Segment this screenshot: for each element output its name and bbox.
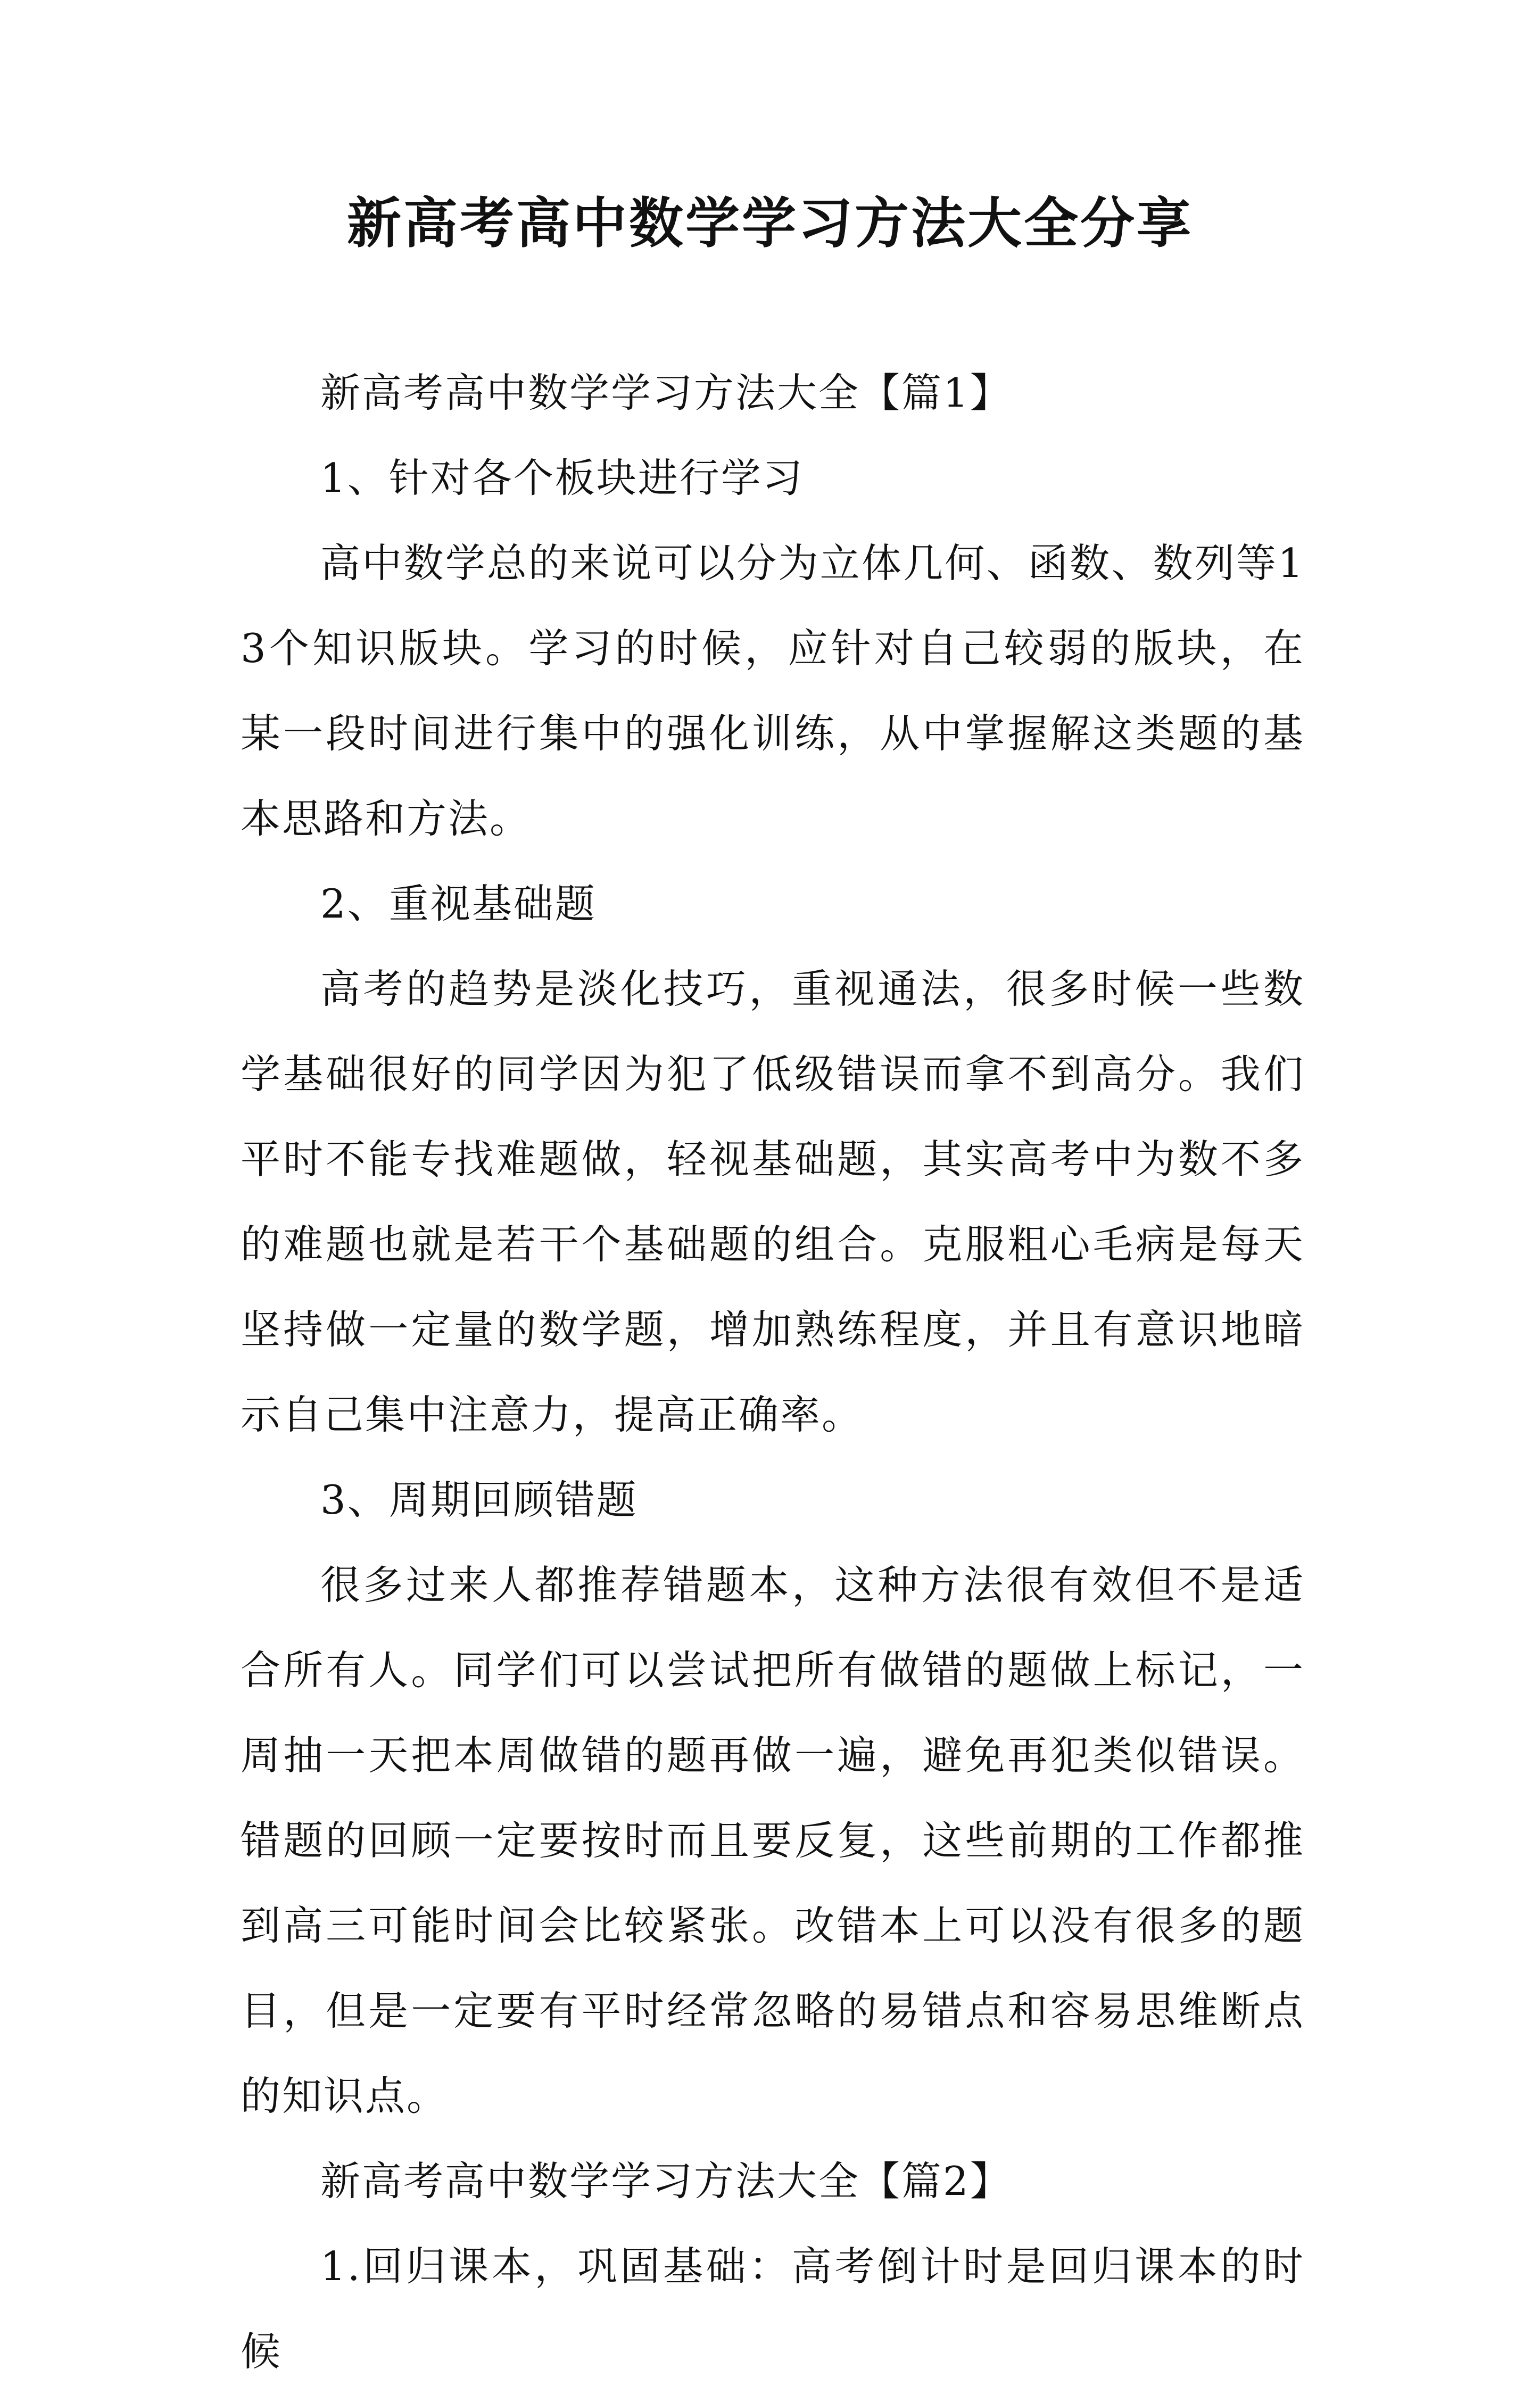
paragraph: 1.回归课本，巩固基础：高考倒计时是回归课本的时候: [241, 2243, 1305, 2375]
paragraph: 高中数学总的来说可以分为立体几何、函数、数列等13个知识版块。学习的时候，应针对自己较弱的版块，在某一段时间进行集中的强化训练，从中掌握解这类题的基本思路和方法。: [241, 540, 1305, 842]
document-body: [241, 350, 1305, 2394]
point-heading-2: 2、重视基础题: [320, 880, 597, 927]
paragraph: 高考的趋势是淡化技巧，重视通法，很多时候一些数学基础很好的同学因为犯了低级错误而拿不到高分。我们平时不能专找难题做，轻视基础题，其实高考中为数不多的难题也就是若干个基础题的组合。克服粗心毛病是每天坚持做一定量的数学题，增加熟练程度，并且有意识地暗示自己集中注意力，提高正确率。: [241, 965, 1305, 1438]
section-heading-2: 新高考高中数学学习方法大全【篇2】: [320, 2158, 1012, 2205]
point-heading-3: 3、周期回顾错题: [320, 1476, 638, 1523]
paragraph: 很多过来人都推荐错题本，这种方法很有效但不是适合所有人。同学们可以尝试把所有做错的题做上标记，一周抽一天把本周做错的题再做一遍，避免再犯类似错误。错题的回顾一定要按时而且要反复，这些前期的工作都推到高三可能时间会比较紧张。改错本上可以没有很多的题目，但是一定要有平时经常忽略的易错点和容易思维断点的知识点。: [241, 1562, 1305, 2119]
section-heading-1: 新高考高中数学学习方法大全【篇1】: [320, 369, 1012, 416]
point-heading-1: 1、针对各个板块进行学习: [320, 455, 804, 501]
document-title: 新高考高中数学学习方法大全分享: [347, 192, 1193, 255]
